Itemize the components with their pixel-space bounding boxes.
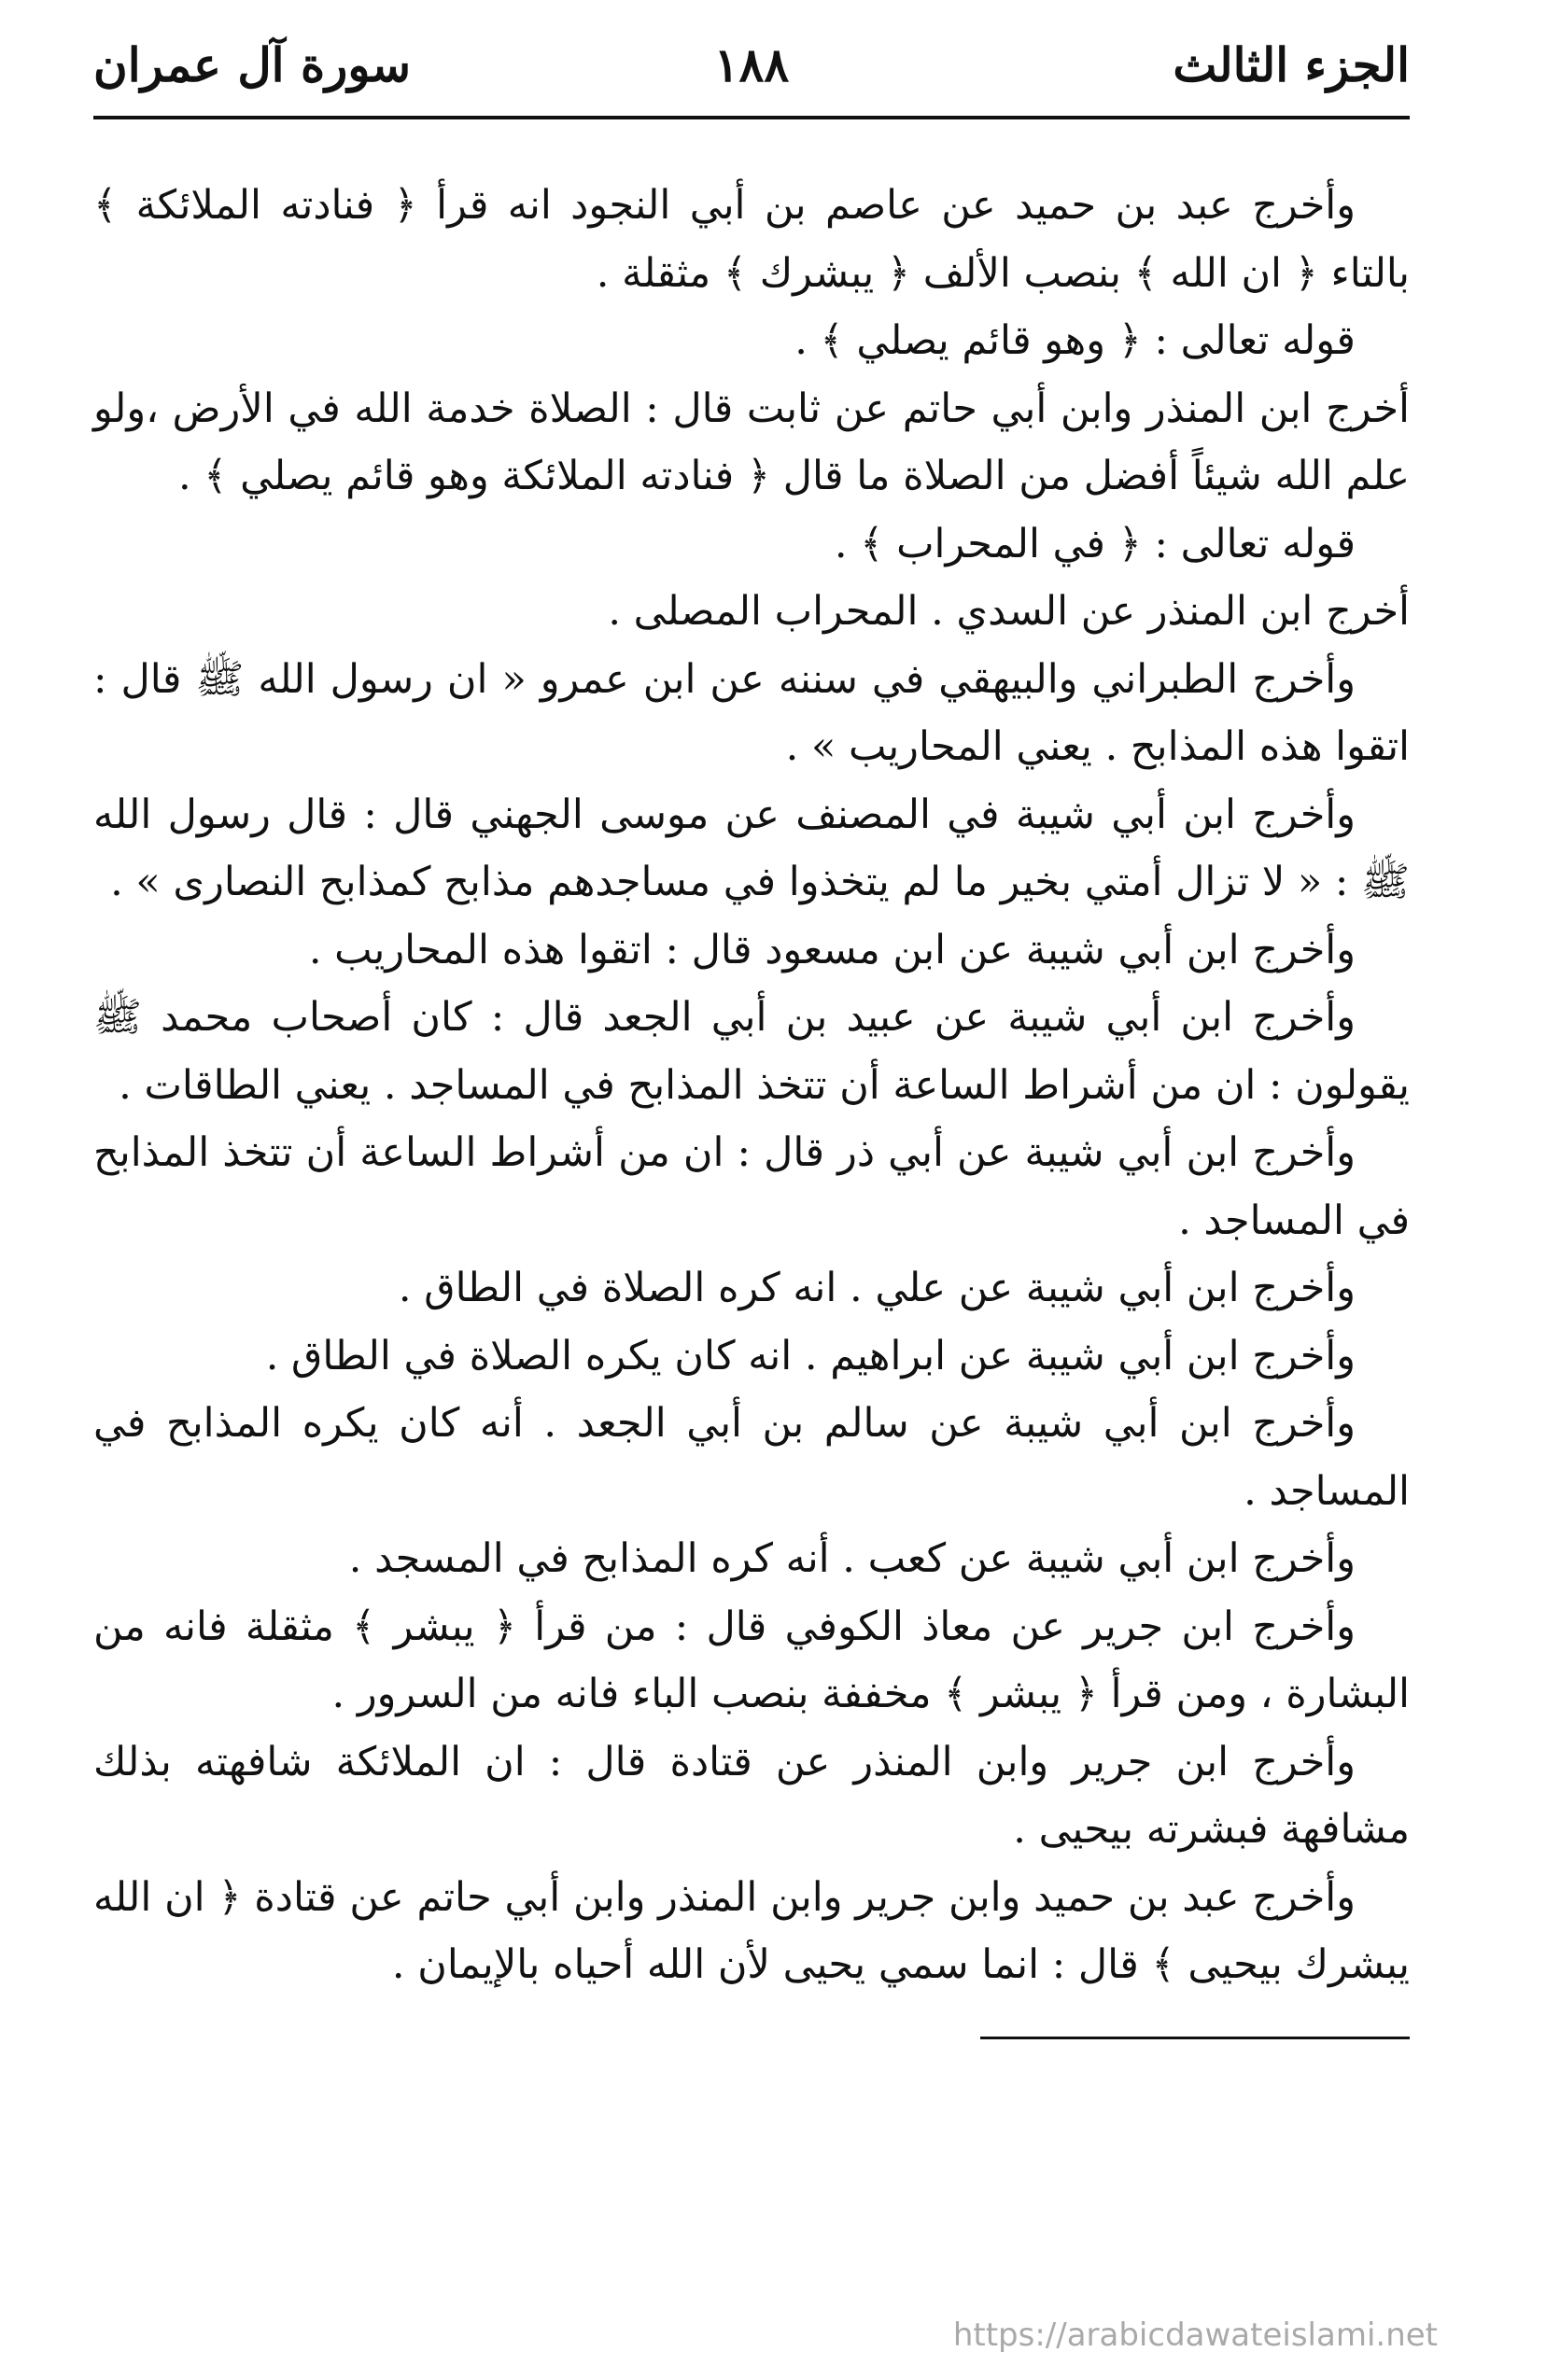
surah-title: سورة آل عمران [93, 37, 412, 92]
page-number: ١٨٨ [713, 37, 790, 92]
header-divider [93, 116, 1410, 119]
paragraph-4: قوله تعالى : ﴿ في المحراب ﴾ . [834, 520, 1356, 567]
paragraph-2: قوله تعالى : ﴿ وهو قائم يصلي ﴾ . [794, 317, 1356, 364]
paragraph-16: وأخرج ابن جرير وابن المنذر عن قتادة قال : ان الملائكة شافهته بذلك مشافهة فبشرته بيحيى . [93, 1738, 1410, 1853]
paragraph-11: وأخرج ابن أبي شيبة عن علي . انه كره الصلاة في الطاق . [398, 1265, 1356, 1311]
paragraph-8: وأخرج ابن أبي شيبة عن ابن مسعود قال : اتقوا هذه المحاريب . [308, 926, 1356, 973]
paragraph-10: وأخرج ابن أبي شيبة عن أبي ذر قال : ان من أشراط الساعة أن تتخذ المذابح في المساجد . [93, 1129, 1410, 1244]
paragraph-5: أخرج ابن المنذر عن السدي . المحراب المصلى . [608, 588, 1410, 635]
paragraph-3: أخرج ابن المنذر وابن أبي حاتم عن ثابت قال : الصلاة خدمة الله في الأرض ،ولو علم الله شيئاً أفضل من الصلاة ما قال ﴿ فنادته الملائكة وهو قائم يصلي ﴾ . [93, 385, 1410, 499]
paragraph-1: وأخرج عبد بن حميد عن عاصم بن أبي النجود انه قرأ ﴿ فنادته الملائكة ﴾ بالتاء ﴿ ان الله ﴾ بنصب الألف ﴿ يبشرك ﴾ مثقلة . [93, 182, 1410, 297]
paragraph-17: وأخرج عبد بن حميد وابن جرير وابن المنذر وابن أبي حاتم عن قتادة ﴿ ان الله يبشرك بيحيى ﴾ قال : انما سمي يحيى لأن الله أحياه بالإيمان . [93, 1873, 1410, 1988]
paragraph-12: وأخرج ابن أبي شيبة عن ابراهيم . انه كان يكره الصلاة في الطاق . [265, 1332, 1356, 1379]
site-watermark: https://arabicdawateislami.net [952, 2317, 1438, 2354]
paragraph-7: وأخرج ابن أبي شيبة في المصنف عن موسى الجهني قال : قال رسول الله ﷺ : « لا تزال أمتي بخير ما لم يتخذوا في مساجدهم مذابح كمذابح النصارى » . [93, 791, 1410, 905]
paragraph-9: وأخرج ابن أبي شيبة عن عبيد بن أبي الجعد قال : كان أصحاب محمد ﷺ يقولون : ان من أشراط الساعة أن تتخذ المذابح في المساجد . يعني الطاقات . [93, 994, 1410, 1109]
footnote-divider [980, 2037, 1410, 2039]
paragraph-14: وأخرج ابن أبي شيبة عن كعب . أنه كره المذابح في المسجد . [348, 1535, 1356, 1582]
book-page [93, 28, 1410, 2343]
juz-title: الجزء الثالث [1173, 37, 1410, 92]
page-header [93, 28, 1410, 103]
paragraph-6: وأخرج الطبراني والبيهقي في سننه عن ابن عمرو « ان رسول الله ﷺ قال : اتقوا هذه المذابح . يعني المحاريب » . [93, 655, 1410, 770]
paragraph-13: وأخرج ابن أبي شيبة عن سالم بن أبي الجعد . أنه كان يكره المذابح في المساجد . [93, 1400, 1410, 1515]
paragraph-15: وأخرج ابن جرير عن معاذ الكوفي قال : من قرأ ﴿ يبشر ﴾ مثقلة فانه من البشارة ، ومن قرأ ﴿ يبشر ﴾ مخففة بنصب الباء فانه من السرور . [93, 1603, 1410, 1717]
main-text [93, 172, 1410, 1999]
